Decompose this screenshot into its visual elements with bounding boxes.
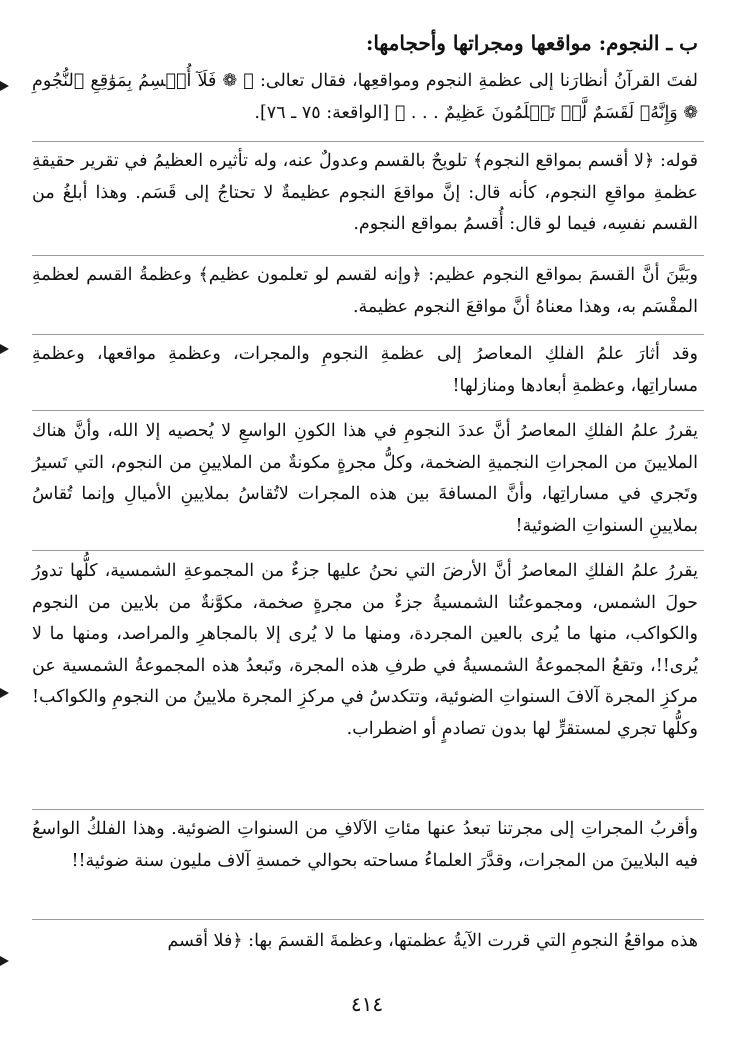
paragraph-divider <box>32 141 704 142</box>
margin-mark <box>0 956 9 966</box>
margin-mark <box>0 344 9 354</box>
paragraph-divider <box>32 550 704 551</box>
margin-mark <box>0 688 9 698</box>
paragraph-3: وبَيَّنَ أنَّ القسمَ بمواقع النجوم عظيم: ﴿وإنه لقسم لو تعلمون عظيم﴾ وعظمةُ القسم لعظمةِ المقْسَم به، وهذا معناهُ أنَّ مواقعَ النجوم عظيمة. <box>32 265 698 317</box>
paragraph-divider <box>32 255 704 256</box>
paragraph-divider <box>32 410 704 411</box>
paragraph-6: يقررُ علمُ الفلكِ المعاصرُ أنَّ الأرضَ التي نحنُ عليها جزءٌ من المجموعةِ الشمسية، كلُّها تدورُ حولَ الشمس، ومجموعتُنا الشمسيةُ جزءٌ من مجرةٍ صخمة، مكوَّنةٌ من بلايين من النجوم والكواكب، منها ما يُرى بالعين المجردة، ومنها ما لا يُرى إلا بالمجاهرِ والمراصد، ومنها ما لا يُرى!!، وتقعُ المجموعةُ الشمسيةُ في طرفِ هذه المجرة، وتَبعدُ هذه المجموعةُ الشمسية عن مركزِ المجرة آلافَ السنواتِ الضوئية، وتتكدسُ في مركزِ المجرة ملايينُ من النجومِ والكواكب! وكلُّها تجري لمستقرٍّ لها بدون تصادمٍ أو اضطراب. <box>32 561 698 739</box>
paragraph-5: يقررُ علمُ الفلكِ المعاصرُ أنَّ عددَ النجومِ في هذا الكونِ الواسعِ لا يُحصيه إلا الله، وأنَّ هناك الملايينَ من المجراتِ النجميةِ الضخمة، وكلُّ مجرةٍ مكونةٌ من الملايينِ من النجوم، التي تَسيرُ وتَجري في مساراتِها، وأنَّ المسافةَ بين هذه المجرات لاتُقاسُ بملايينِ الأميالِ وإنما تُقاسُ بملايينِ السنواتِ الضوئية! <box>32 421 698 536</box>
paragraph-1: لفتَ القرآنُ أنظارَنا إلى عظمةِ النجوم ومواقعِها، فقال تعالى: ﴿ ❁ فَلَآ أُقۡسِمُ بِمَوَٰقِعِ ٱلنُّجُومِ ❁ وَإِنَّهُۥ لَقَسَمٌ لَّوۡ تَعۡلَمُونَ عَظِيمٌ . . . ﴾ [الواقعة: ٧٥ ـ ٧٦]. <box>32 71 698 123</box>
paragraph-divider <box>32 334 704 335</box>
page-number: ٤١٤ <box>350 992 384 1016</box>
paragraph-divider <box>32 809 704 810</box>
paragraph-7: وأقربُ المجراتِ إلى مجرتنا تبعدُ عنها مئاتِ الآلافِ من السنواتِ الضوئية. وهذا الفلكُ الواسعُ فيه البلايينَ من المجرات، وقدَّرَ العلماءُ مساحته بحوالي خمسةِ آلاف مليون سنة ضوئية!! <box>32 819 698 871</box>
margin-mark <box>0 81 9 91</box>
section-heading: ب ـ النجوم: مواقعها ومجراتها وأحجامها: <box>365 31 698 55</box>
paragraph-divider <box>32 919 704 920</box>
paragraph-8: هذه مواقعُ النجومِ التي قررت الآيةُ عظمتها، وعظمةَ القسمَ بها: ﴿فلا أقسم <box>167 931 698 951</box>
paragraph-2: قوله: ﴿لا أقسم بمواقع النجوم﴾ تلويحٌ بالقسم وعدولٌ عنه، وله تأثيره العظيمُ في تقرير حقيقةِ عظمةِ مواقعِ النجوم، كأنه قال: إنَّ مواقعَ النجوم عظيمةٌ لا تحتاجُ إلى قَسَم. وهذا أبلغُ من القسم نفسِه، فيما لو قال: أُقسمُ بمواقع النجوم. <box>32 151 698 234</box>
paragraph-4: وقد أثارَ علمُ الفلكِ المعاصرُ إلى عظمةِ النجومِ والمجرات، وعظمةِ مواقعها، وعظمةِ مساراتِها، وعظمةِ أبعادها ومنازلها! <box>32 344 698 396</box>
